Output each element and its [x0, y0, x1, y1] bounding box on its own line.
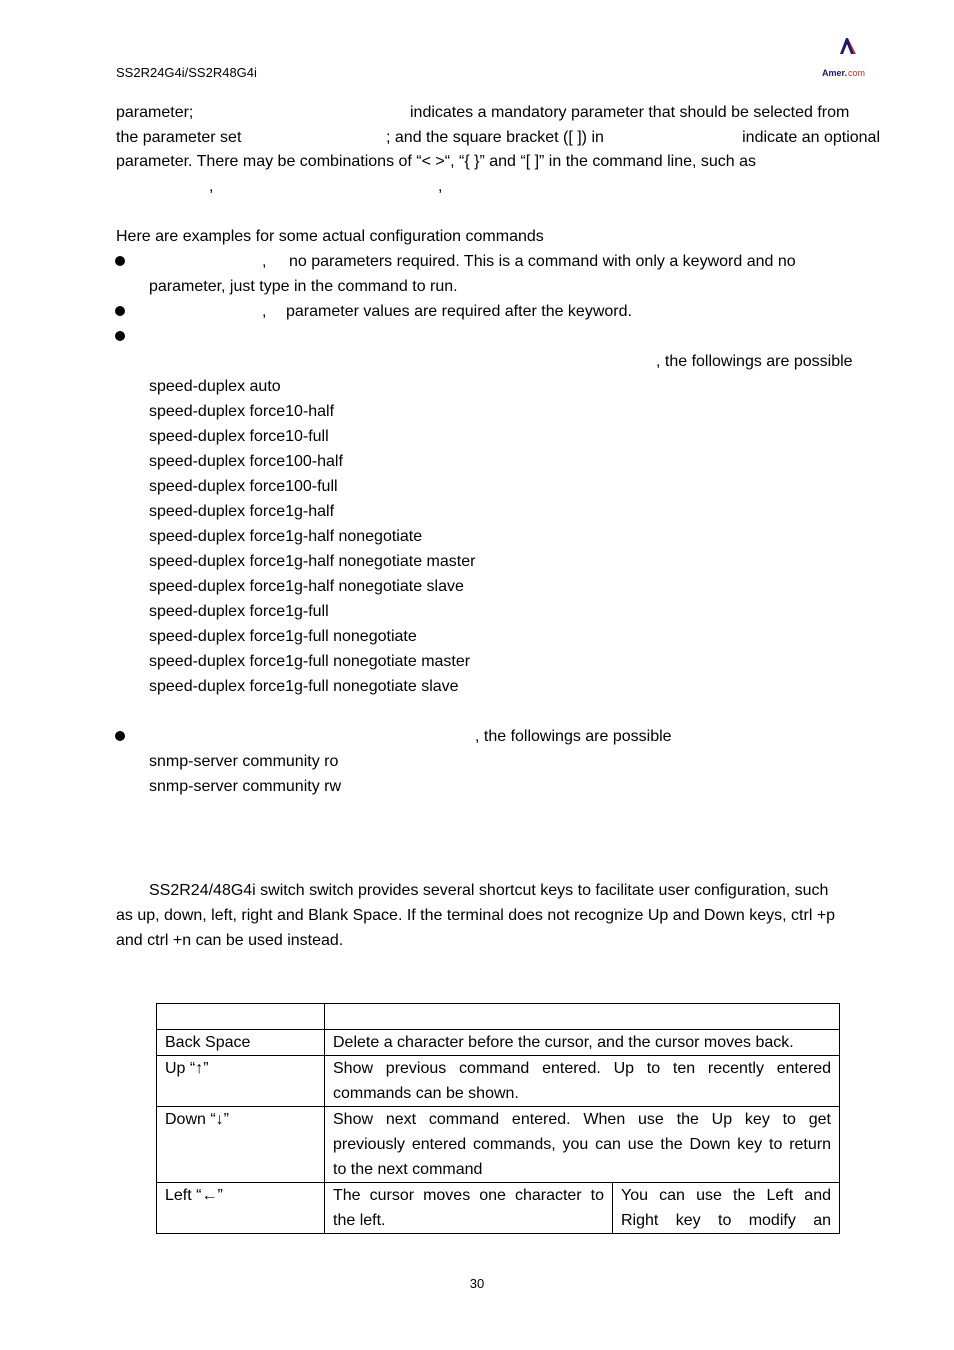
desc-line: the left.: [333, 1212, 386, 1229]
text-fragment: , the followings are possible: [656, 353, 853, 370]
text-fragment: parameter values are required after the keyword.: [286, 303, 632, 320]
bullet-continuation: parameter, just type in the command to run.: [149, 278, 458, 295]
text-fragment: ,: [262, 303, 267, 320]
para-line: parameter. There may be combinations of “< >“, “{ }” and “[ ]” in the command line, such as: [116, 153, 757, 170]
key-cell: Left “←”: [157, 1183, 325, 1234]
speed-command: speed-duplex force100-half: [149, 453, 343, 470]
text-fragment: no parameters required. This is a command with only a keyword and no: [289, 253, 796, 270]
para-line: [116, 125, 880, 150]
key-cell: Up “↑”: [157, 1056, 325, 1107]
table-cell: [157, 1004, 325, 1030]
speed-command: speed-duplex force1g-half nonegotiate: [149, 528, 423, 545]
desc-cell: [325, 1056, 840, 1107]
text-fragment: ,: [262, 253, 267, 270]
page-number: 30: [469, 1276, 485, 1291]
desc-line: Show next command entered. When use the Up key to get: [333, 1111, 831, 1128]
note-line: You can use the Left and: [621, 1187, 831, 1204]
svg-text:Amer.: Amer.: [822, 68, 848, 78]
text-fragment: indicates a mandatory parameter that should be selected from: [410, 104, 850, 121]
desc-line: to the next command: [333, 1161, 483, 1178]
speed-command: speed-duplex force1g-full nonegotiate master: [149, 653, 471, 670]
note-line: Right key to modify an: [621, 1212, 831, 1229]
bullet-icon: [115, 331, 125, 341]
speed-command: speed-duplex auto: [149, 378, 281, 395]
table-row: [157, 1030, 840, 1056]
company-logo: [820, 36, 876, 82]
para-line: [116, 100, 880, 125]
speed-command: speed-duplex force1g-full nonegotiate slave: [149, 678, 459, 695]
speed-command: speed-duplex force1g-half: [149, 503, 335, 520]
speed-command: speed-duplex force10-full: [149, 428, 329, 445]
desc-cell: [325, 1107, 840, 1183]
table-row: [157, 1183, 840, 1234]
examples-intro: Here are examples for some actual configuration commands: [116, 228, 544, 245]
text-fragment: SS2R24/48G4i switch switch provides several shortcut keys to facilitate user configuration, such: [149, 882, 829, 899]
text-fragment: parameter;: [116, 104, 194, 121]
desc-cell: Delete a character before the cursor, and the cursor moves back.: [325, 1030, 840, 1056]
table-cell: [325, 1004, 840, 1030]
speed-command: speed-duplex force1g-full nonegotiate: [149, 628, 417, 645]
speed-command: speed-duplex force1g-half nonegotiate slave: [149, 578, 464, 595]
text-fragment: indicate an optional: [742, 129, 880, 146]
desc-cell: [325, 1183, 613, 1234]
document-header: SS2R24G4i/SS2R48G4i: [116, 65, 257, 80]
table-row: [157, 1056, 840, 1107]
bullet-icon: [115, 306, 125, 316]
shortcut-table: [156, 1003, 840, 1234]
desc-line: commands can be shown.: [333, 1085, 519, 1102]
svg-text:com: com: [848, 68, 866, 78]
note-cell: [613, 1183, 840, 1234]
text-fragment: , the followings are possible: [475, 728, 672, 745]
key-cell: Down “↓”: [157, 1107, 325, 1183]
text-fragment: the parameter set: [116, 129, 242, 146]
table-row: [157, 1107, 840, 1183]
desc-line: previously entered commands, you can use the Down key to return: [333, 1136, 831, 1153]
snmp-command: snmp-server community rw: [149, 778, 342, 795]
bullet-icon: [115, 731, 125, 741]
para-line: as up, down, left, right and Blank Space. If the terminal does not recognize Up and Down keys, ctrl +p: [116, 907, 836, 924]
speed-command: speed-duplex force10-half: [149, 403, 335, 420]
text-fragment: ,: [438, 178, 443, 195]
speed-command: speed-duplex force100-full: [149, 478, 338, 495]
desc-line: The cursor moves one character to: [333, 1187, 604, 1204]
text-fragment: ,: [209, 178, 214, 195]
snmp-command: snmp-server community ro: [149, 753, 339, 770]
text-fragment: ; and the square bracket ([ ]) in: [386, 129, 604, 146]
speed-command: speed-duplex force1g-half nonegotiate master: [149, 553, 476, 570]
para-line: and ctrl +n can be used instead.: [116, 932, 344, 949]
table-header-row: [157, 1004, 840, 1030]
key-cell: Back Space: [157, 1030, 325, 1056]
speed-command: speed-duplex force1g-full: [149, 603, 329, 620]
desc-line: Show previous command entered. Up to ten recently entered: [333, 1060, 831, 1077]
bullet-icon: [115, 256, 125, 266]
